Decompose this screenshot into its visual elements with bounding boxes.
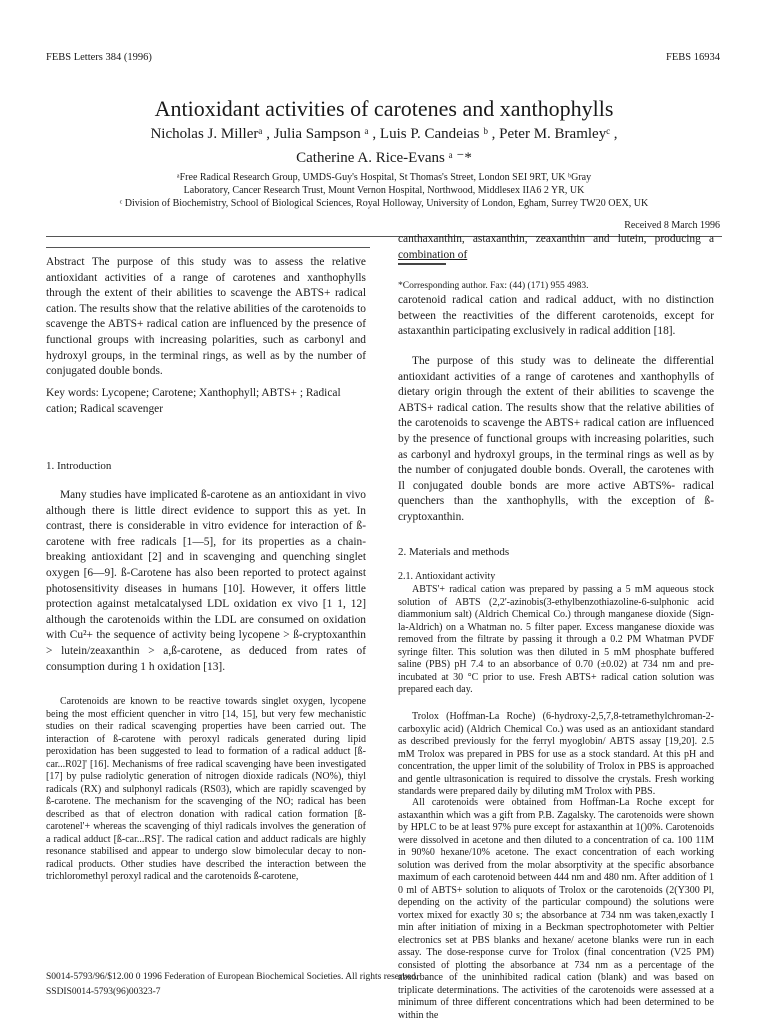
affiliation-2: Laboratory, Cancer Research Trust, Mount Vernon Hospital, Northwood, Middlesex IIA6 2 YR, UK bbox=[183, 185, 585, 196]
paper-title: Antioxidant activities of carotenes and xanthophylls bbox=[154, 96, 614, 121]
affiliation-3: ᶜ Division of Biochemistry, School of Biological Sciences, Royal Holloway, University of London, Egham, Surrey TW20 OEX, UK bbox=[119, 198, 649, 209]
intro-paragraph-1: Many studies have implicated ß-carotene as an antioxidant in vivo although there is little direct evidence to support this as yet. In contrast, there is considerable in vitro evidence for interaction of ß-carotene with free radicals [1—5], for its properties as a chain-breaking antioxidant [2] and in scavenging and quenching singlet oxygen [6—9]. ß-Carotene has also been reported to protect against photosensitivity diseases in humans [10]. However, it offers little protection against metalcatalysed LDL oxidation ex vivo [1 1, 12] although the carotenoids within the LDL are consumed on oxidation with Cu²+ the sequence of activity being lycopene > ß-cryptoxanthin > lutein/zeaxanthin > a,ß-carotene, as deduced from rates of consumption during 1 h oxidation [13]. bbox=[46, 489, 366, 673]
footnote-divider bbox=[398, 263, 446, 265]
methods-paragraph-2: Trolox (Hoffman-La Roche) (6-hydroxy-2,5,7,8-tetramethylchroman-2-carboxylic acid) (Aldrich Chemical Co.) was used as an antioxidant standard as described previously for the ferryl myoglobin/ ABTS assay [19,20]. 2.5 mM Trolox was prepared in PBS for use as a stock standard. At this pH and concentration, the upper limit of the solubility of Trolox in PBS is approached and gentle ultrasonication is required to dissolve the crystals. Fresh working standards were prepared daily by diluting mM Trolox with PBS. bbox=[398, 711, 714, 797]
right-paragraph-2: The purpose of this study was to delineate the differential antioxidant activities of a range of carotenes and xanthophylls of dietary origin through the extent of their abilities to scavenge the ABTS+ radical cation. The results show that the relative abilities of the carotenoids to scavenge the ABTS+ radical cation are influenced by the presence of functional groups with increasing polarities, such as carbonyl and hydroxyl groups, in the terminal rings as well as by the number of conjugated double bonds. Overall, the carotenes with Il conjugated double bonds are more active ABTS%- radical quenchers than the xanthophylls, with the exception of ß-cryptoxanthin. bbox=[398, 355, 714, 523]
right-column-continuation bbox=[398, 232, 714, 263]
authors-line-2: Catherine A. Rice-Evans ᵃ ⁻* bbox=[296, 150, 472, 166]
methods-subheading: 2.1. Antioxidant activity bbox=[398, 571, 496, 582]
corresponding-author-footnote: *Corresponding author. Fax: (44) (171) 955 4983. bbox=[398, 281, 589, 291]
methods-paragraph-3: All carotenoids were obtained from Hoffman-La Roche except for astaxanthin which was a gift from P.B. Zagalsky. The carotenoids were shown by HPLC to be at least 97% pure except for astaxanthin at 1()0%. Carotenoids were dissolved in acetone and then diluted to a concentration of ca. 100 11M in 90%0 hexane/10% acetone. The exact concentration of each working solution was derived from the molar absorptivity at the specific absorbance maximum of each carotenoid between 444 nm and 480 nm. After addition of 1 0 ml of ABTS+ solution to aliquots of Trolox or the carotenoids (2(Y300 Pl, depending on the activity of the particular compound) the solutions were vortex mixed for exactly 30 s; the absorbance at 734 nm was taken,exactly I min after initiation of mixing in a Beckman spectrophotometer with Peltier electronics set at PBS blanks and hexane/ acetone blanks were run in each assay. The dose-response curve for Trolox (final concentration (V25 PM) consisted of plotting the absorbance at 734 nm as a percentage of the absorbance of the uninhibited radical cation (blank) and was based on triplicate determinations. The activities of the carotenoids were assessed at a minimum of three different concentrations which had been determined to be within the bbox=[398, 797, 714, 1021]
abstract: Abstract The purpose of this study was to assess the relative antioxidant activities of a range of carotenes and xanthophylls through the extent of their abilities to scavenge the ABTS+ radical cation. The results show that the relative abilities of the carotenoids to scavenge the ABTS+ radical cation are influenced by the presence of functional groups with increasing polarities, such as carbonyl and hydroxyl groups, in the terminal rings, as well as by the number of conjugated double bonds. bbox=[46, 256, 366, 378]
received-date: Received 8 March 1996 bbox=[624, 220, 720, 231]
keywords: Key words: Lycopene; Carotene; Xanthophyll; ABTS+ ; Radical cation; Radical scavenger bbox=[46, 387, 341, 415]
continuation-text: canthaxanthin, astaxanthin, zeaxanthin and lutein, producing a bbox=[398, 233, 714, 245]
article-number: FEBS 16934 bbox=[666, 52, 720, 63]
affiliation-1: ᵃFree Radical Research Group, UMDS-Guy's Hospital, St Thomas's Street, London SEI 9RT, UK ᵇGray bbox=[176, 172, 592, 183]
ssdi-code: SSDIS0014-5793(96)00323-7 bbox=[46, 987, 161, 997]
right-paragraph-1: carotenoid radical cation and radical adduct, with no distinction between the reactivities of the different carotenoids, except for astaxanthin participating exclusively in radical addition [18]. bbox=[398, 294, 714, 338]
intro-paragraph-2: Carotenoids are known to be reactive towards singlet oxygen, lycopene being the most efficient quencher in vitro [14, 15], but very few mechanistic studies on their radical scavenging properties have been carried out. The interaction of ß-carotene with peroxyl radicals generated during lipid peroxidation has been suggested to lead to formation of a radical adduct [ß-car...R02]' [16]. Mechanisms of free radical scavenging have been investigated [17] by pulse radiolytic generation of nitrogen dioxide radicals (NO%), thiyl radicals (RX) and sulphonyl radicals (RS03), which are rapidly scavenged by ß-carotene. The mechanism for the scavenging of the NO; radical has been described as that of electron donation with radical cation formation [ß-carotenel'+ whereas the scavenging of thiyl radicals involves the generation of a radical adduct [ß-car...RS]'. The radical cation and adduct radicals are highly resonance stabilised and appear to undergo slow bimolecular decay to non-radical products. Other studies have described the interaction between the trichloromethyl peroxyl radical and the carotenoids ß-carotene, bbox=[46, 696, 366, 882]
continuation-underlined-text: combination of bbox=[398, 248, 468, 261]
methods-heading: 2. Materials and methods bbox=[398, 546, 510, 558]
abstract-divider bbox=[46, 247, 370, 248]
methods-paragraph-1: ABTS'+ radical cation was prepared by passing a 5 mM aqueous stock solution of ABTS (2,2'-azinobis(3-ethylbenzothiazoline-6-sulphonic acid diammonium salt) (Aldrich Chemical Co.) through manganese dioxide (Sign-la-Aldrich) on a Whatman no. 5 filter paper. Excess manganese dioxide was removed from the filtrate by passing it through a 0.2 PM Whatman PVDF syringe filter. This solution was then diluted in 5 mM phosphate buffered saline (PBS) pH 7.4 to an absorbance of 0.70 (±0.02) at 734 nm and pre-incubated at 30 °C prior to use. Fresh ABTS+ radical cation solution was prepared each day. bbox=[398, 584, 714, 695]
intro-heading: 1. Introduction bbox=[46, 460, 112, 472]
journal-citation: FEBS Letters 384 (1996) bbox=[46, 52, 152, 63]
copyright-line: S0014-5793/96/$12.00 0 1996 Federation of European Biochemical Societies. All rights reserved. bbox=[46, 972, 419, 982]
authors-line-1: Nicholas J. Millerᵃ , Julia Sampson ᵃ , Luis P. Candeias ᵇ , Peter M. Bramleyᶜ , bbox=[150, 126, 618, 142]
